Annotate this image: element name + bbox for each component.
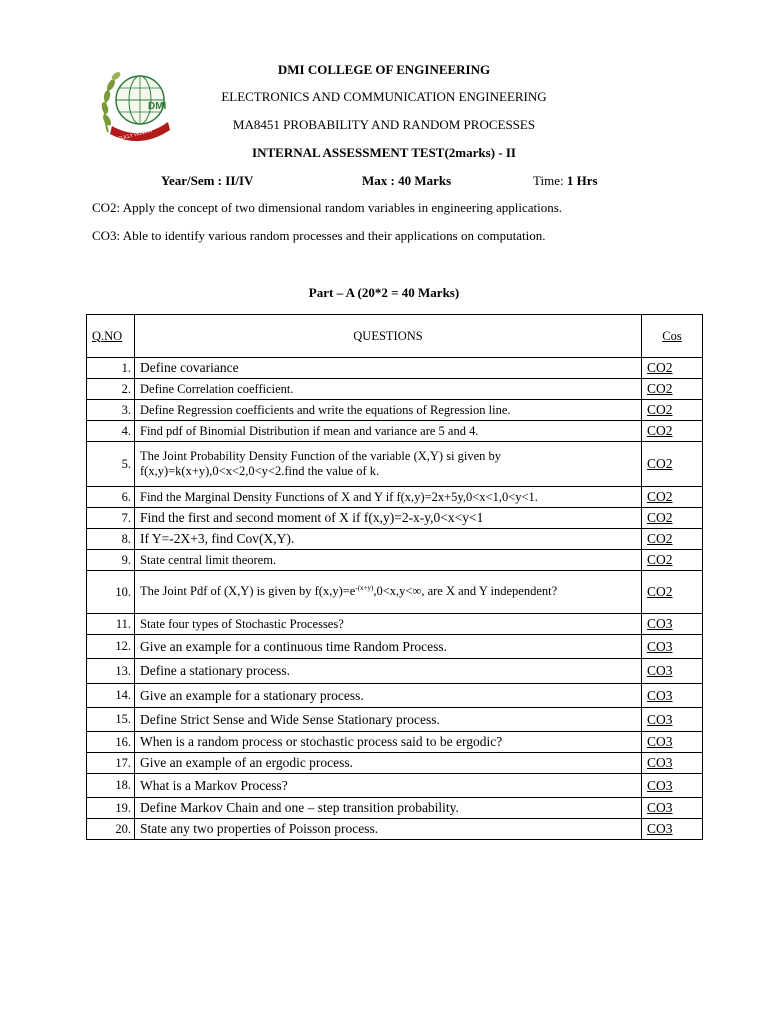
header-cos: Cos bbox=[642, 315, 703, 358]
table-row: 10. The Joint Pdf of (X,Y) is given by $f(x,y)=e^{-(x+y)},0<x,y<\infty$, are X and Y independent? CO2 bbox=[87, 571, 703, 614]
course-outcome-co3: CO3: Able to identify various random processes and their applications on computation. bbox=[92, 228, 546, 243]
table-row: 8. If Y=-2X+3, find Cov(X,Y). CO2 bbox=[87, 529, 703, 550]
table-row: 6. Find the Marginal Density Functions of X and Y if f(x,y)=2x+5y,0<x<1,0<y<1. CO2 bbox=[87, 487, 703, 508]
table-row: 14. Give an example for a stationary process. CO3 bbox=[87, 684, 703, 708]
part-title: Part – A (20*2 = 40 Marks) bbox=[308, 285, 460, 300]
table-row: 4. Find pdf of Binomial Distribution if mean and variance are 5 and 4. CO2 bbox=[87, 421, 703, 442]
department-name: ELECTRONICS AND COMMUNICATION ENGINEERING bbox=[221, 89, 547, 104]
questions-table bbox=[86, 314, 703, 840]
test-title: INTERNAL ASSESSMENT TEST(2marks) - II bbox=[252, 145, 516, 160]
header-questions: QUESTIONS bbox=[135, 315, 642, 358]
table-row: 2. Define Correlation coefficient. CO2 bbox=[87, 379, 703, 400]
logo-wordmark: DMI bbox=[148, 101, 167, 112]
table-row: 1. Define covariance CO2 bbox=[87, 358, 703, 379]
table-row: 15. Define Strict Sense and Wide Sense Stationary process. CO3 bbox=[87, 708, 703, 732]
header-qno: Q.NO bbox=[87, 315, 135, 358]
table-row: 19. Define Markov Chain and one – step transition probability. CO3 bbox=[87, 798, 703, 819]
table-row: 9. State central limit theorem. CO2 bbox=[87, 550, 703, 571]
table-row: 12. Give an example for a continuous time Random Process. CO3 bbox=[87, 635, 703, 659]
table-row: 5. The Joint Probability Density Function of the variable (X,Y) si given by f(x,y)=k(x+y),0<x<2,0<y<2.find the value of k. CO2 bbox=[87, 442, 703, 487]
year-sem: Year/Sem : II/IV bbox=[161, 173, 254, 188]
course-outcome-co2: CO2: Apply the concept of two dimensional random variables in engineering applications. bbox=[92, 200, 563, 215]
table-row: 16. When is a random process or stochastic process said to be ergodic? CO3 bbox=[87, 732, 703, 753]
table-row: 17. Give an example of an ergodic process. CO3 bbox=[87, 753, 703, 774]
logo-motto: FULLY HUMAN bbox=[117, 127, 154, 143]
course-title: MA8451 PROBABILITY AND RANDOM PROCESSES bbox=[232, 117, 536, 132]
college-name: DMI COLLEGE OF ENGINEERING bbox=[277, 62, 491, 77]
table-row: 18. What is a Markov Process? CO3 bbox=[87, 774, 703, 798]
table-row: 7. Find the first and second moment of X if f(x,y)=2-x-y,0<x<y<1 CO2 bbox=[87, 508, 703, 529]
table-row: 20. State any two properties of Poisson process. CO3 bbox=[87, 819, 703, 840]
max-marks: Max : 40 Marks bbox=[362, 173, 452, 188]
table-row: 11. State four types of Stochastic Processes? CO3 bbox=[87, 614, 703, 635]
table-row: 13. Define a stationary process. CO3 bbox=[87, 659, 703, 684]
time: Time: 1 Hrs bbox=[533, 173, 598, 188]
table-row: 3. Define Regression coefficients and write the equations of Regression line. CO2 bbox=[87, 400, 703, 421]
